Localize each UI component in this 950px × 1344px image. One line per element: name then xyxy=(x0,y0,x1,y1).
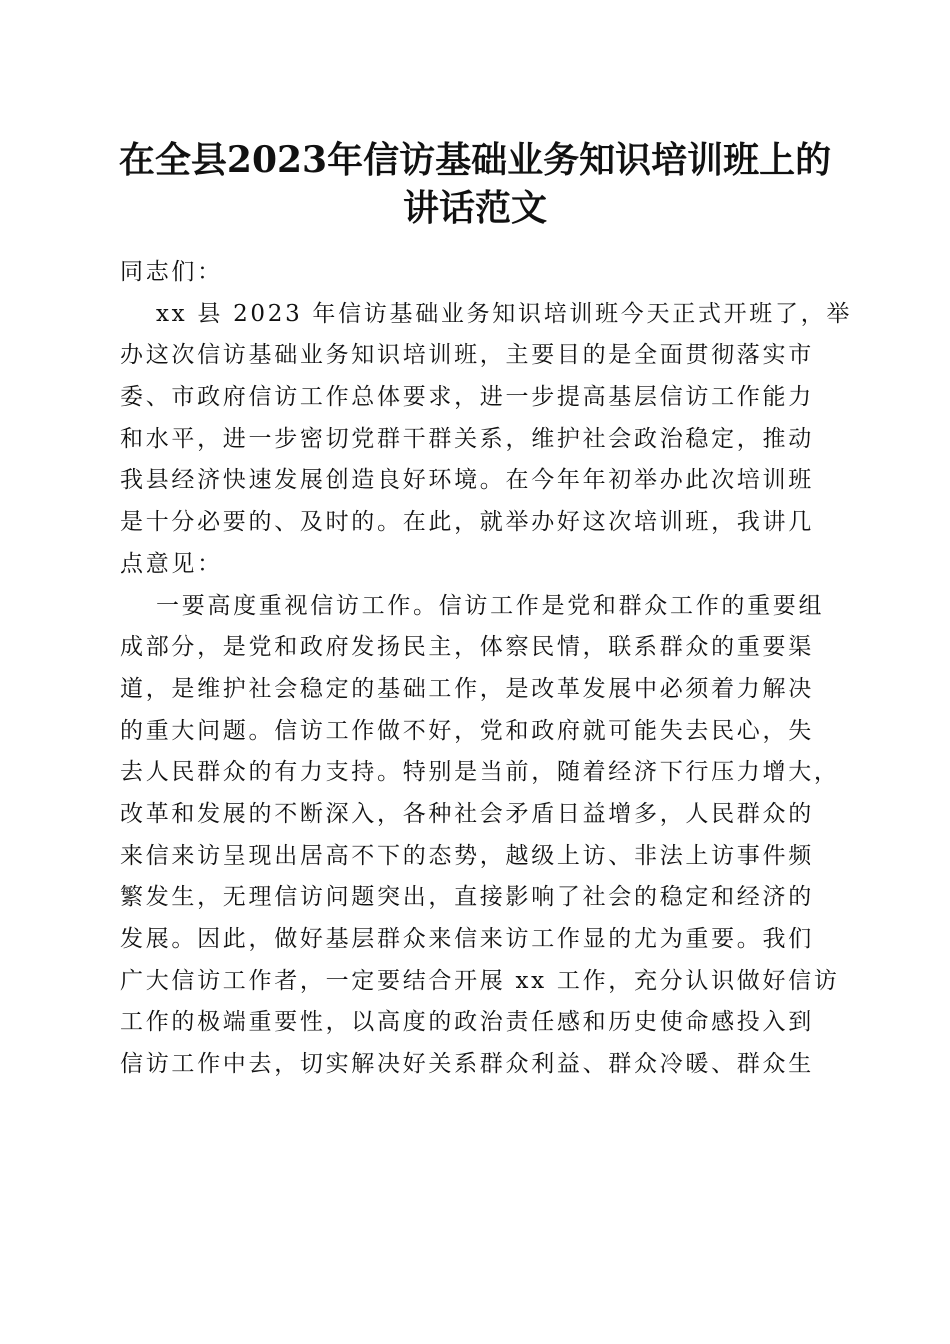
paragraph-line: 广大信访工作者，一定要结合开展 xx 工作，充分认识做好信访 xyxy=(120,967,840,994)
paragraph-line: 一要高度重视信访工作。信访工作是党和群众工作的重要组 xyxy=(156,592,825,619)
salutation: 同志们： xyxy=(120,259,223,285)
paragraph-line: xx 县 2023 年信访基础业务知识培训班今天正式开班了，举 xyxy=(156,300,853,327)
paragraph-line: 改革和发展的不断深入，各种社会矛盾日益增多，人民群众的 xyxy=(120,800,814,827)
paragraph-2 xyxy=(120,586,840,1086)
paragraph-line: 去人民群众的有力支持。特别是当前，随着经济下行压力增大， xyxy=(120,759,840,786)
paragraph-line: 发展。因此，做好基层群众来信来访工作显的尤为重要。我们 xyxy=(120,926,814,952)
paragraph-line: 点意见： xyxy=(120,550,223,577)
document-title-line1: 在全县2023年信访基础业务知识培训班上的 xyxy=(118,139,832,181)
document-title-line2: 讲话范文 xyxy=(402,187,547,229)
paragraph-line: 工作的极端重要性，以高度的政治责任感和历史使命感投入到 xyxy=(120,1009,814,1036)
paragraph-line: 办这次信访基础业务知识培训班，主要目的是全面贯彻落实市 xyxy=(120,342,814,369)
paragraph-line: 来信来访呈现出居高不下的态势，越级上访、非法上访事件频 xyxy=(120,842,814,869)
paragraph-line: 信访工作中去，切实解决好关系群众利益、群众冷暖、群众生 xyxy=(120,1051,814,1078)
paragraph-line: 委、市政府信访工作总体要求，进一步提高基层信访工作能力 xyxy=(120,384,814,411)
document-body xyxy=(120,252,853,1086)
paragraph-line: 成部分，是党和政府发扬民主，体察民情，联系群众的重要渠 xyxy=(120,634,814,661)
paragraph-line: 是十分必要的、及时的。在此，就举办好这次培训班，我讲几 xyxy=(120,509,814,536)
paragraph-line: 和水平，进一步密切党群干群关系，维护社会政治稳定，推动 xyxy=(120,425,814,452)
paragraph-1 xyxy=(120,294,853,586)
paragraph-line: 我县经济快速发展创造良好环境。在今年年初举办此次培训班 xyxy=(120,467,814,494)
paragraph-line: 的重大问题。信访工作做不好，党和政府就可能失去民心，失 xyxy=(120,717,814,744)
paragraph-line: 繁发生，无理信访问题突出，直接影响了社会的稳定和经济的 xyxy=(120,884,814,911)
paragraph-line: 道，是维护社会稳定的基础工作，是改革发展中必须着力解决 xyxy=(120,675,814,702)
